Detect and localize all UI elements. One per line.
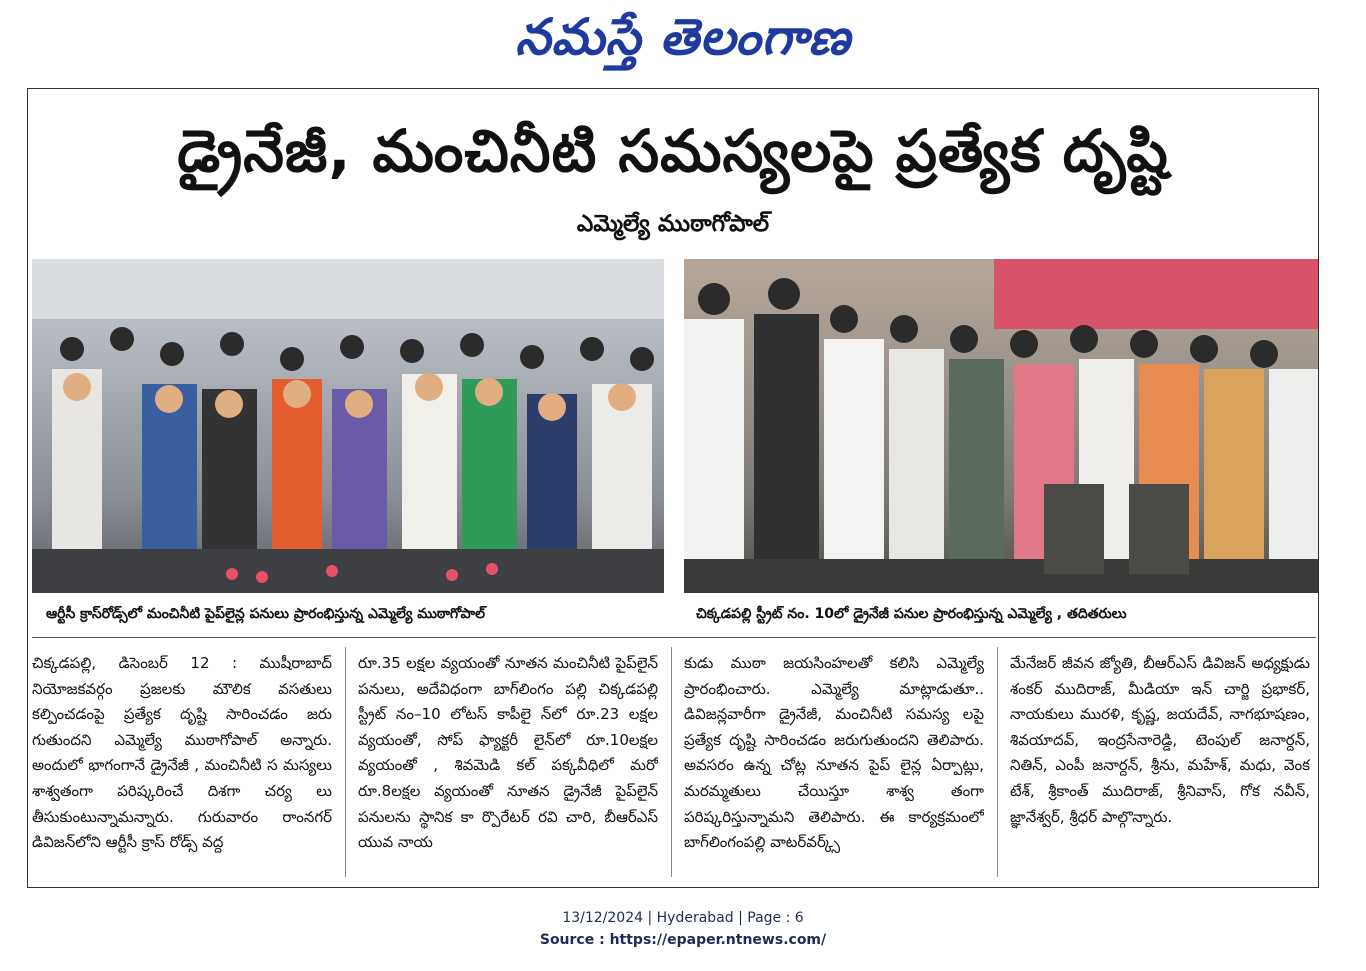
article-column-4 (1010, 651, 1310, 877)
masthead-logo: నమస్తే తెలంగాణ (515, 8, 851, 66)
footer-date-page: 13/12/2024 | Hyderabad | Page : 6 (562, 910, 804, 926)
column-divider (345, 647, 346, 877)
column-text: కుడు ముఠా జయసింహలతో కలిసి ఎమ్మెల్యే ప్రారంభించారు. ఎమ్మెల్యే మాట్లాడుతూ.. డివిజన్లవారీగా డ్రైనేజీ, మంచినీటి సమస్య లపై ప్రత్యేక దృష్టి సారించడం జరుగుతుందని తెలిపారు. అవసరం ఉన్న చోట్ల నూతన పైప్ లైన్ల ఏర్పాట్లు, మరమ్మతులు చేయిస్తూ శాశ్వ తంగా పరిష్కరిస్తున్నామని తెలిపారు. ఈ కార్యక్రమంలో బాగ్‌లింగంపల్లి వాటర్‌వర్క్స్ (684, 654, 984, 852)
column-divider (671, 647, 672, 877)
column-text: రూ.35 లక్షల వ్యయంతో నూతన మంచినీటి పైప్‌లైన్ పనులు, అదేవిధంగా బాగ్‌లింగం పల్లి చిక్కడపల్లి స్ట్రీట్ నం–10 లోటస్ కాపీలై న్‌లో రూ.23 లక్షల వ్యయంతో, సోప్ ఫ్యాక్టరీ లైన్‌లో రూ.10లక్షల వ్యయంతో , శివమెడి కల్ పక్కవీధిలో మరో రూ.8లక్షల వ్యయంతో నూతన డ్రైనేజీ పైప్‌లైన్ పనులను స్థానిక కా ర్పొరేటర్ రవి చారి, బీఆర్‌ఎస్ యువ నాయ (358, 654, 658, 852)
crowd-photo-right (684, 259, 1318, 593)
news-clipping (27, 88, 1319, 888)
column-divider (997, 647, 998, 877)
article-column-2 (358, 651, 658, 877)
photo-caption-left: ఆర్టీసీ క్రాస్‌రోడ్స్‌లో మంచినీటి పైప్‌లైన్ల పనులు ప్రారంభిస్తున్న ఎమ్మెల్యే ముఠాగోపాల్ (46, 606, 485, 622)
column-text: చిక్కడపల్లి, డిసెంబర్ 12 : ముషీరాబాద్ నియోజకవర్గం ప్రజలకు మౌలిక వసతులు కల్పించడంపై ప్రత్యేక దృష్టి సారించడం జరు గుతుందని ఎమ్మెల్యే ముఠాగోపాల్ అన్నారు. అందులో భాగంగానే డ్రైనేజీ , మంచినీటి స మస్యలు శాశ్వతంగా పరిష్కరించే దిశగా చర్య లు తీసుకుంటున్నామన్నారు. గురువారం రాంనగర్ డివిజన్‌లోని ఆర్టీసీ క్రాస్ రోడ్స్ వద్ద (32, 654, 332, 852)
photo-caption-right: చిక్కడపల్లి స్ట్రీట్ నం. 10లో డ్రైనేజీ పనుల ప్రారంభిస్తున్న ఎమ్మెల్యే , తదితరులు (696, 606, 1127, 622)
article-column-1 (32, 651, 332, 877)
divider (32, 637, 1316, 638)
article-column-3 (684, 651, 984, 877)
footer-source-link[interactable]: Source : https://epaper.ntnews.com/ (539, 932, 827, 948)
headline: డ్రైనేజీ, మంచినీటి సమస్యలపై ప్రత్యేక దృష్టి (177, 117, 1169, 185)
subheadline: ఎమ్మెల్యే ముఠాగోపాల్ (576, 211, 770, 237)
column-text: మేనేజర్ జీవన జ్యోతి, బీఆర్‌ఎస్ డివిజన్ అధ్యక్షుడు శంకర్ ముదిరాజ్, మీడియా ఇన్ చార్జి ప్రభాకర్, నాయకులు మురళి, కృష్ణ, జయదేవ్, నాగభూషణం, శివయాదవ్, ఇంద్రసేనారెడ్డి, టెంపుల్ జనార్దన్, నితిన్, ఎంపీ జనార్దన్, శ్రీను, మహేశ్, మధు, వెంక టేశ్, శ్రీకాంత్ ముదిరాజ్, శ్రీనివాస్, గోక నవీన్, జ్ఞానేశ్వర్, శ్రీధర్ పాల్గొన్నారు. (1010, 654, 1310, 826)
photo-chikkadpally-street (684, 259, 1318, 593)
crowd-photo-left (32, 259, 664, 593)
photo-rtc-crossroads (32, 259, 664, 593)
